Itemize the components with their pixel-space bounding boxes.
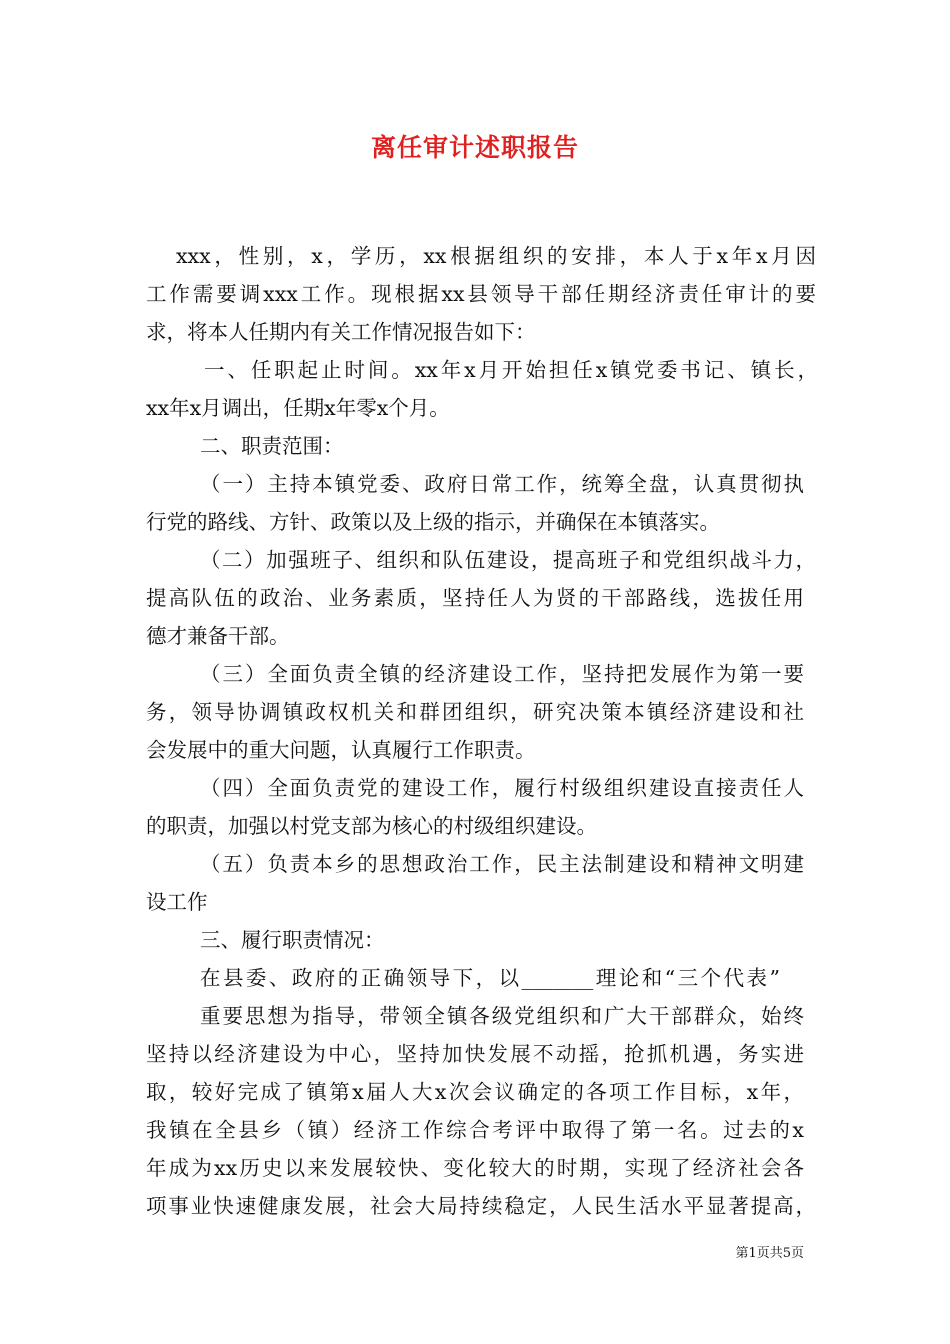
paragraph-line: 设工作 [146, 890, 208, 914]
paragraph-line: 行党的路线、方针、政策以及上级的指示，并确保在本镇落实。 [146, 510, 720, 534]
paragraph-line: 在县委、政府的正确领导下，以_______理论和“三个代表” [200, 966, 780, 990]
paragraph-line: 取，较好完成了镇第x届人大x次会议确定的各项工作目标，x年， [146, 1080, 804, 1104]
paragraph-line: （三）全面负责全镇的经济建设工作，坚持把发展作为第一要 [200, 662, 804, 686]
page-title: 离任审计述职报告 [370, 133, 579, 162]
paragraph-line: 坚持以经济建设为中心，坚持加快发展不动摇，抢抓机遇，务实进 [146, 1042, 804, 1066]
paragraph-line: 求，将本人任期内有关工作情况报告如下： [146, 320, 536, 344]
paragraph-line: 一、任职起止时间。xx年x月开始担任x镇党委书记、镇长， [204, 358, 818, 382]
section-heading: 三、履行职责情况： [200, 928, 385, 952]
section-heading: 二、职责范围： [200, 434, 344, 458]
paragraph-line: 会发展中的重大问题，认真履行工作职责。 [146, 738, 536, 762]
page-number: 第1页共5页 [735, 1246, 804, 1261]
paragraph-line: 德才兼备干部。 [146, 624, 290, 648]
paragraph-line: （四）全面负责党的建设工作，履行村级组织建设直接责任人 [200, 776, 804, 800]
paragraph-line: （二）加强班子、组织和队伍建设，提高班子和党组织战斗力， [200, 548, 816, 572]
paragraph-line: 我镇在全县乡（镇）经济工作综合考评中取得了第一名。过去的x [146, 1118, 804, 1142]
paragraph-line: xx年x月调出，任期x年零x个月。 [146, 396, 450, 420]
paragraph-line: 项事业快速健康发展，社会大局持续稳定，人民生活水平显著提高， [146, 1194, 816, 1218]
paragraph-line: （一）主持本镇党委、政府日常工作，统筹全盘，认真贯彻执 [200, 472, 804, 496]
paragraph-line: （五）负责本乡的思想政治工作，民主法制建设和精神文明建 [200, 852, 804, 876]
paragraph-line: 重要思想为指导，带领全镇各级党组织和广大干部群众，始终 [200, 1004, 804, 1028]
paragraph-line: 年成为xx历史以来发展较快、变化较大的时期，实现了经济社会各 [146, 1156, 804, 1180]
paragraph-line: xxx，性别，x，学历，xx根据组织的安排，本人于x年x月因 [176, 244, 816, 268]
paragraph-line: 工作需要调xxx工作。现根据xx县领导干部任期经济责任审计的要 [146, 282, 816, 306]
paragraph-line: 提高队伍的政治、业务素质，坚持任人为贤的干部路线，选拔任用 [146, 586, 804, 610]
paragraph-line: 务，领导协调镇政权机关和群团组织，研究决策本镇经济建设和社 [146, 700, 804, 724]
paragraph-line: 的职责，加强以村党支部为核心的村级组织建设。 [146, 814, 597, 838]
